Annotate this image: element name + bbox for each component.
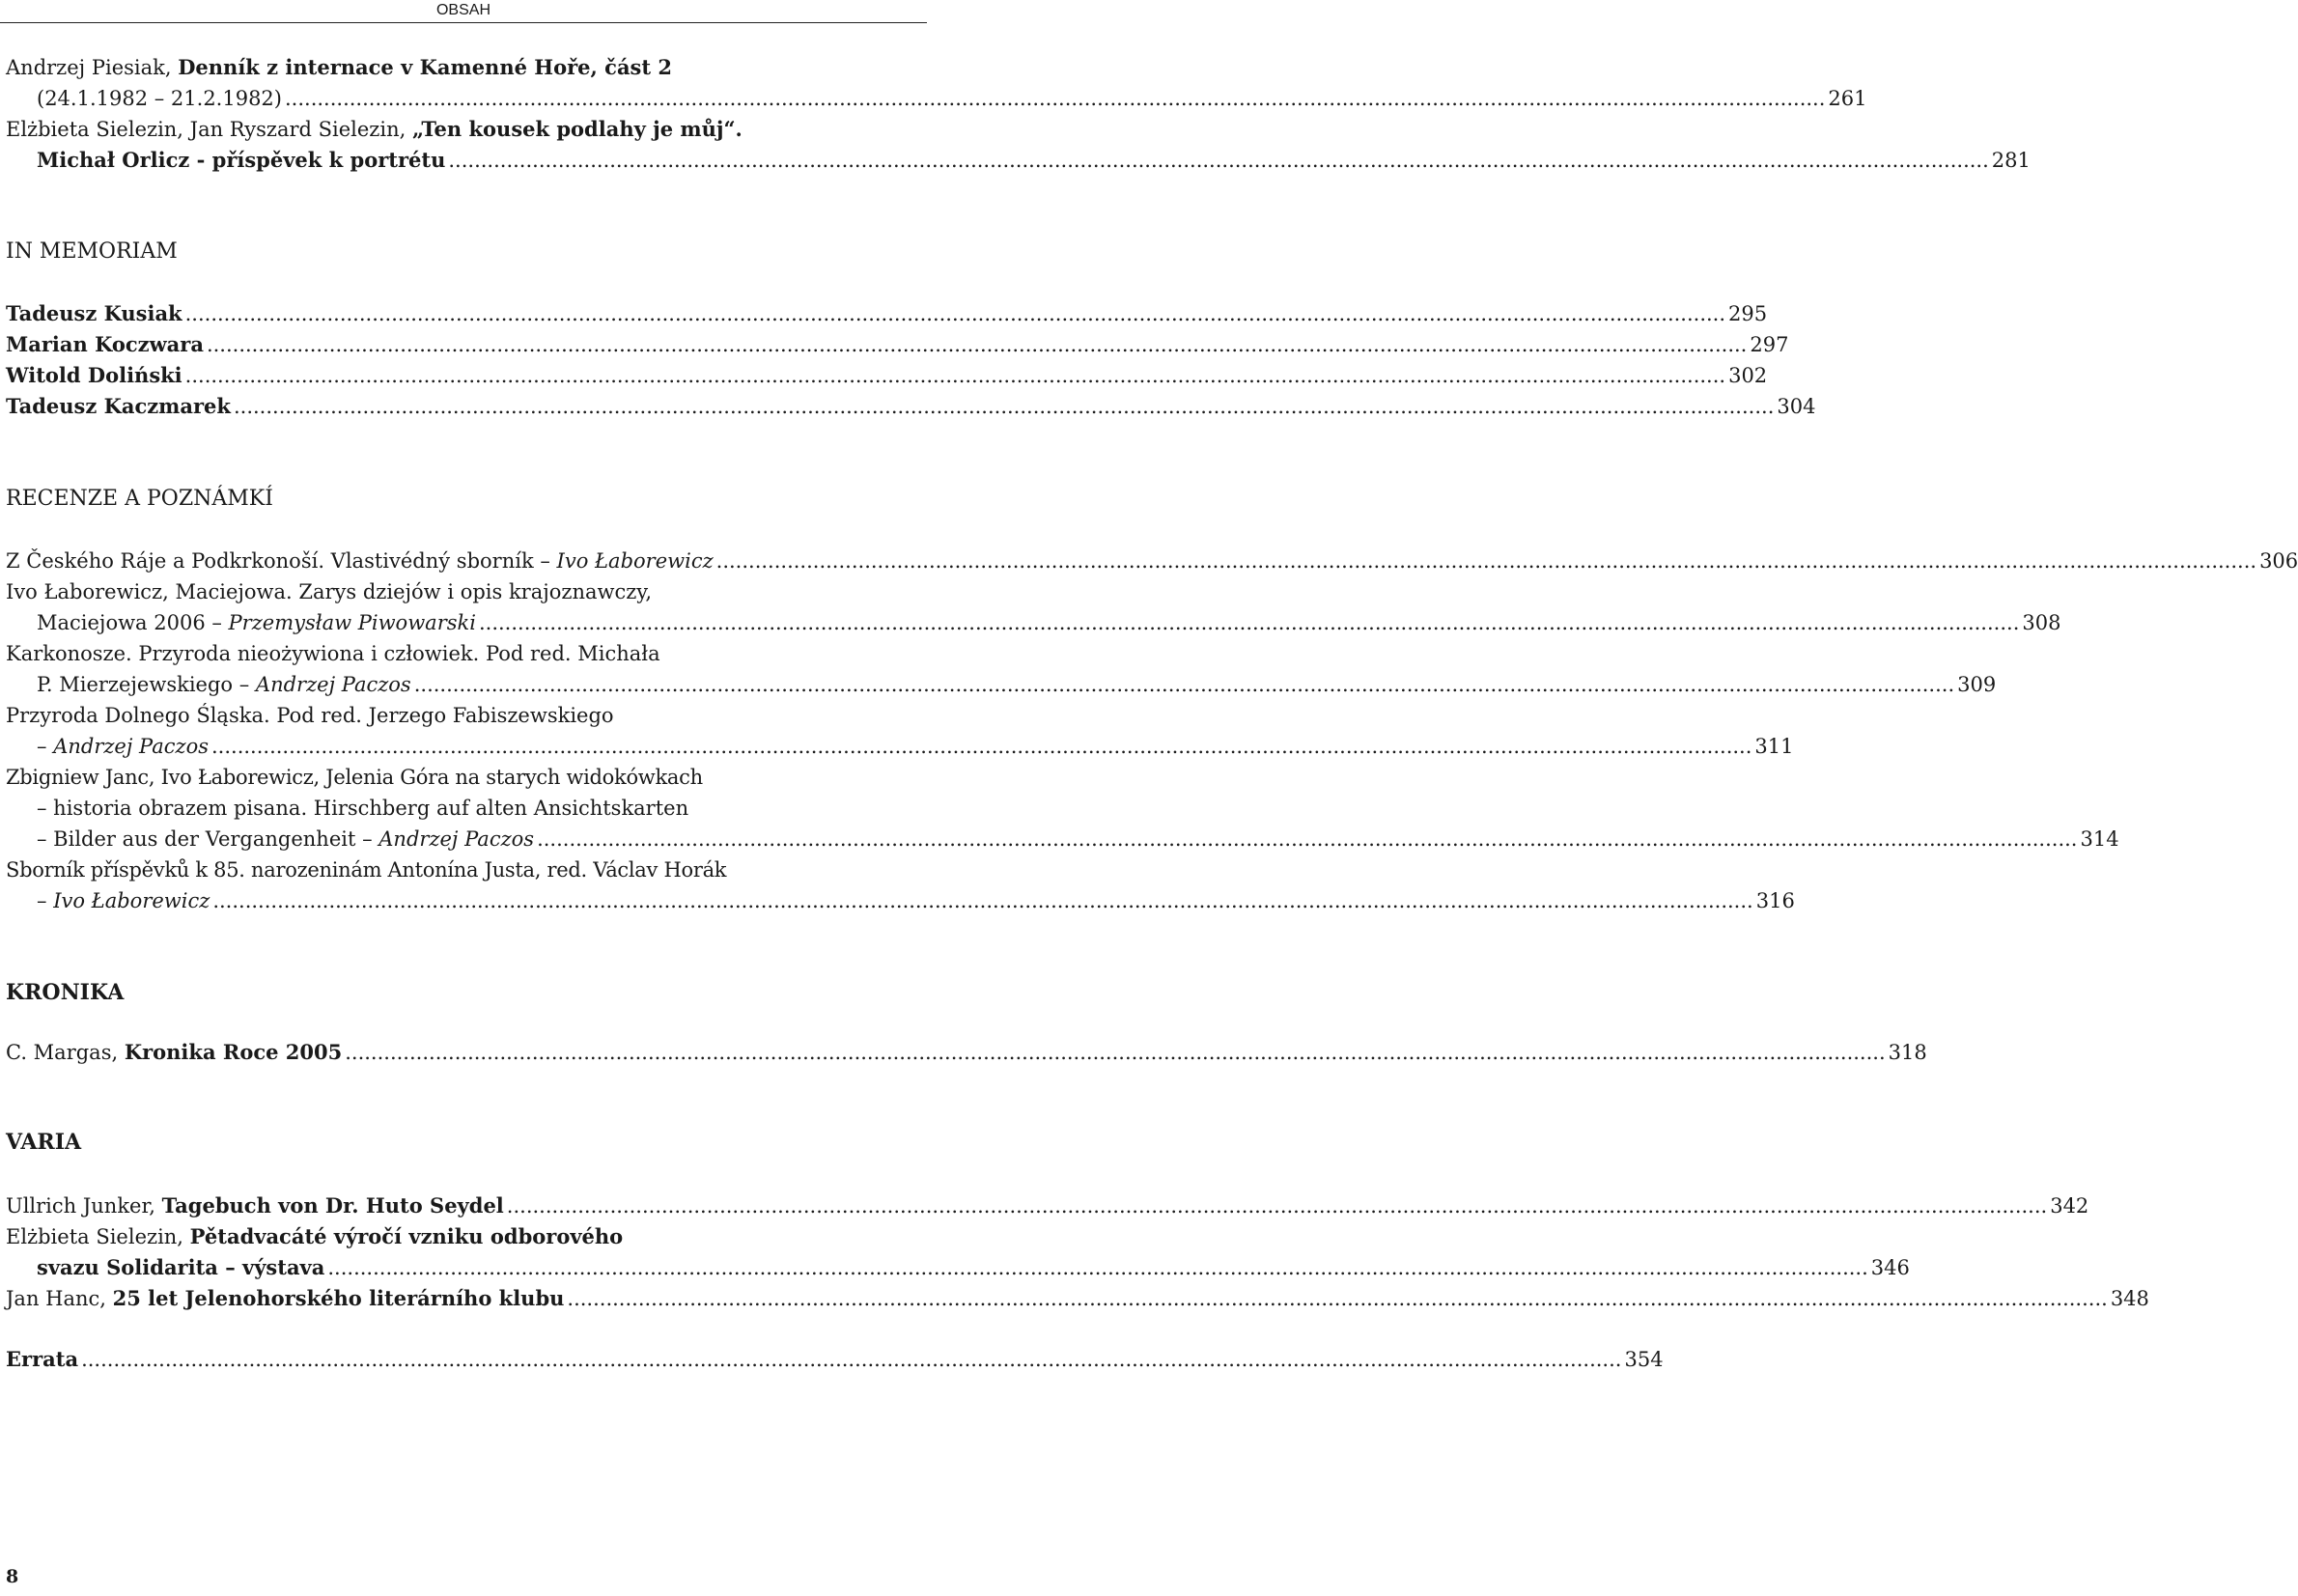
page-number: 295 (1728, 302, 1768, 325)
entry-text (6, 546, 714, 576)
dot-leader: ............................................................................................................................................................................................................................................... (206, 333, 1748, 356)
review-line: Zbigniew Janc, Ivo Łaborewicz, Jelenia Góra na starych widokówkach (6, 766, 703, 789)
entry-title: Tagebuch von Dr. Huto Seydel (161, 1193, 504, 1218)
toc-entry-sielezin-line1 (6, 114, 892, 145)
entry-text (37, 824, 534, 854)
page-number: 346 (1870, 1256, 1910, 1279)
page-number: 311 (1754, 735, 1794, 758)
page-number: 308 (2022, 611, 2061, 634)
entry-author: Andrzej Piesiak, (6, 56, 179, 79)
entry-title: Denník z internace v Kamenné Hoře, část 2 (178, 55, 673, 79)
page-number: 342 (2050, 1194, 2089, 1218)
page-number: 281 (1991, 149, 2031, 172)
review-title: – (37, 889, 54, 912)
footer-page-number: 8 (6, 1566, 19, 1587)
reviewer: Andrzej Paczos (255, 673, 411, 696)
toc-entry-errata[interactable] (6, 1344, 1664, 1375)
dot-leader: ............................................................................................................................................................................................................................................... (184, 364, 1726, 387)
dot-leader: ............................................................................................................................................................................................................................................... (448, 149, 1989, 172)
toc-entry-piesiak-line2[interactable] (37, 83, 1867, 114)
page-header-title: OBSAH (435, 2, 490, 18)
entry-title: „Ten kousek podlahy je můj“. (411, 117, 743, 141)
review-line: Ivo Łaborewicz, Maciejowa. Zarys dziejów i opis krajoznawczy, (6, 580, 653, 603)
dot-leader: ............................................................................................................................................................................................................................................... (285, 87, 1826, 110)
review-line: – historia obrazem pisana. Hirschberg auf alten Ansichtskarten (37, 797, 689, 820)
entry-text (37, 669, 411, 700)
page-number: 304 (1777, 395, 1816, 418)
review-title: – Bilder aus der Vergangenheit – (37, 827, 379, 851)
toc-entry-sielezin-line2[interactable] (37, 145, 2031, 176)
dot-leader: ............................................................................................................................................................................................................................................... (327, 1256, 1868, 1279)
reviewer: Ivo Łaborewicz (53, 889, 210, 912)
toc-entry-review[interactable] (6, 546, 2298, 576)
dot-leader: ............................................................................................................................................................................................................................................... (567, 1287, 2108, 1310)
review-line: Przyroda Dolnego Śląska. Pod red. Jerzego Fabiszewskiego (6, 704, 614, 727)
dot-leader: ............................................................................................................................................................................................................................................... (81, 1348, 1622, 1371)
entry-title: Pětadvacáté výročí vzniku odborového (189, 1224, 624, 1248)
entry-text (37, 731, 209, 762)
entry-text (6, 1283, 564, 1314)
entry-author: C. Margas, (6, 1041, 125, 1064)
page-number: 348 (2110, 1287, 2149, 1310)
page-number: 306 (2259, 549, 2298, 573)
toc-entry-memoriam[interactable] (6, 329, 1789, 360)
review-title: – (37, 735, 54, 758)
toc-entry-varia[interactable] (6, 1190, 2089, 1221)
entry-author: Elżbieta Sielezin, (6, 1225, 190, 1248)
toc-entry-review[interactable] (37, 669, 1997, 700)
toc-entry-memoriam[interactable] (6, 298, 1768, 329)
entry-text (37, 885, 210, 916)
toc-entry-review[interactable] (37, 731, 1794, 762)
section-heading-kronika: KRONIKA (6, 980, 125, 1005)
dot-leader: ............................................................................................................................................................................................................................................... (537, 827, 2078, 851)
entry-title: Tadeusz Kaczmarek (6, 394, 231, 418)
section-heading-reviews: RECENZE A POZNÁMKÍ (6, 487, 273, 511)
entry-author: Ullrich Junker, (6, 1194, 162, 1218)
reviewer: Andrzej Paczos (53, 735, 209, 758)
header-rule (0, 22, 927, 23)
entry-title: Tadeusz Kusiak (6, 301, 182, 325)
reviewer: Andrzej Paczos (378, 827, 535, 851)
page-number: 314 (2080, 827, 2119, 851)
toc-entry-kronika[interactable] (6, 1037, 1927, 1068)
review-title: Z Českého Ráje a Podkrkonoší. Vlastivédný sborník – (6, 549, 557, 573)
page-number: 297 (1750, 333, 1789, 356)
entry-title: Michał Orlicz - příspěvek k portrétu (37, 148, 446, 172)
entry-title: Marian Koczwara (6, 332, 204, 356)
dot-leader: ............................................................................................................................................................................................................................................... (506, 1194, 2048, 1218)
review-line: Karkonosze. Przyroda nieożywiona i człowiek. Pod red. Michała (6, 642, 660, 665)
entry-title: Errata (6, 1347, 79, 1371)
review-line: Sborník příspěvků k 85. narozeninám Antonína Justa, red. Václav Horák (6, 858, 727, 882)
toc-entry-memoriam[interactable] (6, 360, 1768, 391)
entry-text (6, 1190, 504, 1221)
page-number: 354 (1624, 1348, 1664, 1371)
dot-leader: ............................................................................................................................................................................................................................................... (413, 673, 1955, 696)
entry-title: Witold Doliński (6, 363, 182, 387)
toc-entry-memoriam[interactable] (6, 391, 1816, 422)
reviewer: Ivo Łaborewicz (556, 549, 714, 573)
toc-entry-piesiak-line1 (6, 52, 892, 83)
dot-leader: ............................................................................................................................................................................................................................................... (345, 1041, 1886, 1064)
review-title: P. Mierzejewskiego – (37, 673, 256, 696)
entry-text (6, 1037, 342, 1068)
section-heading-memoriam: IN MEMORIAM (6, 239, 178, 264)
toc-entry-varia[interactable] (6, 1283, 2149, 1314)
toc-entry-varia-line1 (6, 1221, 892, 1252)
toc-entry-varia[interactable] (37, 1252, 1910, 1283)
entry-title: Kronika Roce 2005 (124, 1040, 343, 1064)
dot-leader: ............................................................................................................................................................................................................................................... (184, 302, 1726, 325)
entry-title: 25 let Jelenohorského literárního klubu (112, 1286, 565, 1310)
dot-leader: ............................................................................................................................................................................................................................................... (478, 611, 2020, 634)
entry-text (37, 607, 476, 638)
toc-entry-review[interactable] (37, 885, 1795, 916)
dot-leader: ............................................................................................................................................................................................................................................... (233, 395, 1775, 418)
dot-leader: ............................................................................................................................................................................................................................................... (212, 889, 1753, 912)
section-heading-varia: VARIA (6, 1130, 82, 1155)
toc-entry-review[interactable] (37, 607, 2061, 638)
reviewer: Przemysław Piwowarski (228, 611, 476, 634)
page-number: 309 (1957, 673, 1997, 696)
entry-title: svazu Solidarita – výstava (37, 1255, 325, 1279)
review-title: Maciejowa 2006 – (37, 611, 229, 634)
dot-leader: ............................................................................................................................................................................................................................................... (715, 549, 2257, 573)
page-number: 261 (1828, 87, 1867, 110)
page-number: 302 (1728, 364, 1768, 387)
entry-text: (24.1.1982 – 21.2.1982) (37, 87, 282, 110)
entry-author: Elżbieta Sielezin, Jan Ryszard Sielezin, (6, 118, 412, 141)
entry-author: Jan Hanc, (6, 1287, 113, 1310)
toc-entry-review[interactable] (37, 824, 2119, 854)
page-number: 316 (1755, 889, 1795, 912)
dot-leader: ............................................................................................................................................................................................................................................... (211, 735, 1752, 758)
page-number: 318 (1888, 1041, 1927, 1064)
